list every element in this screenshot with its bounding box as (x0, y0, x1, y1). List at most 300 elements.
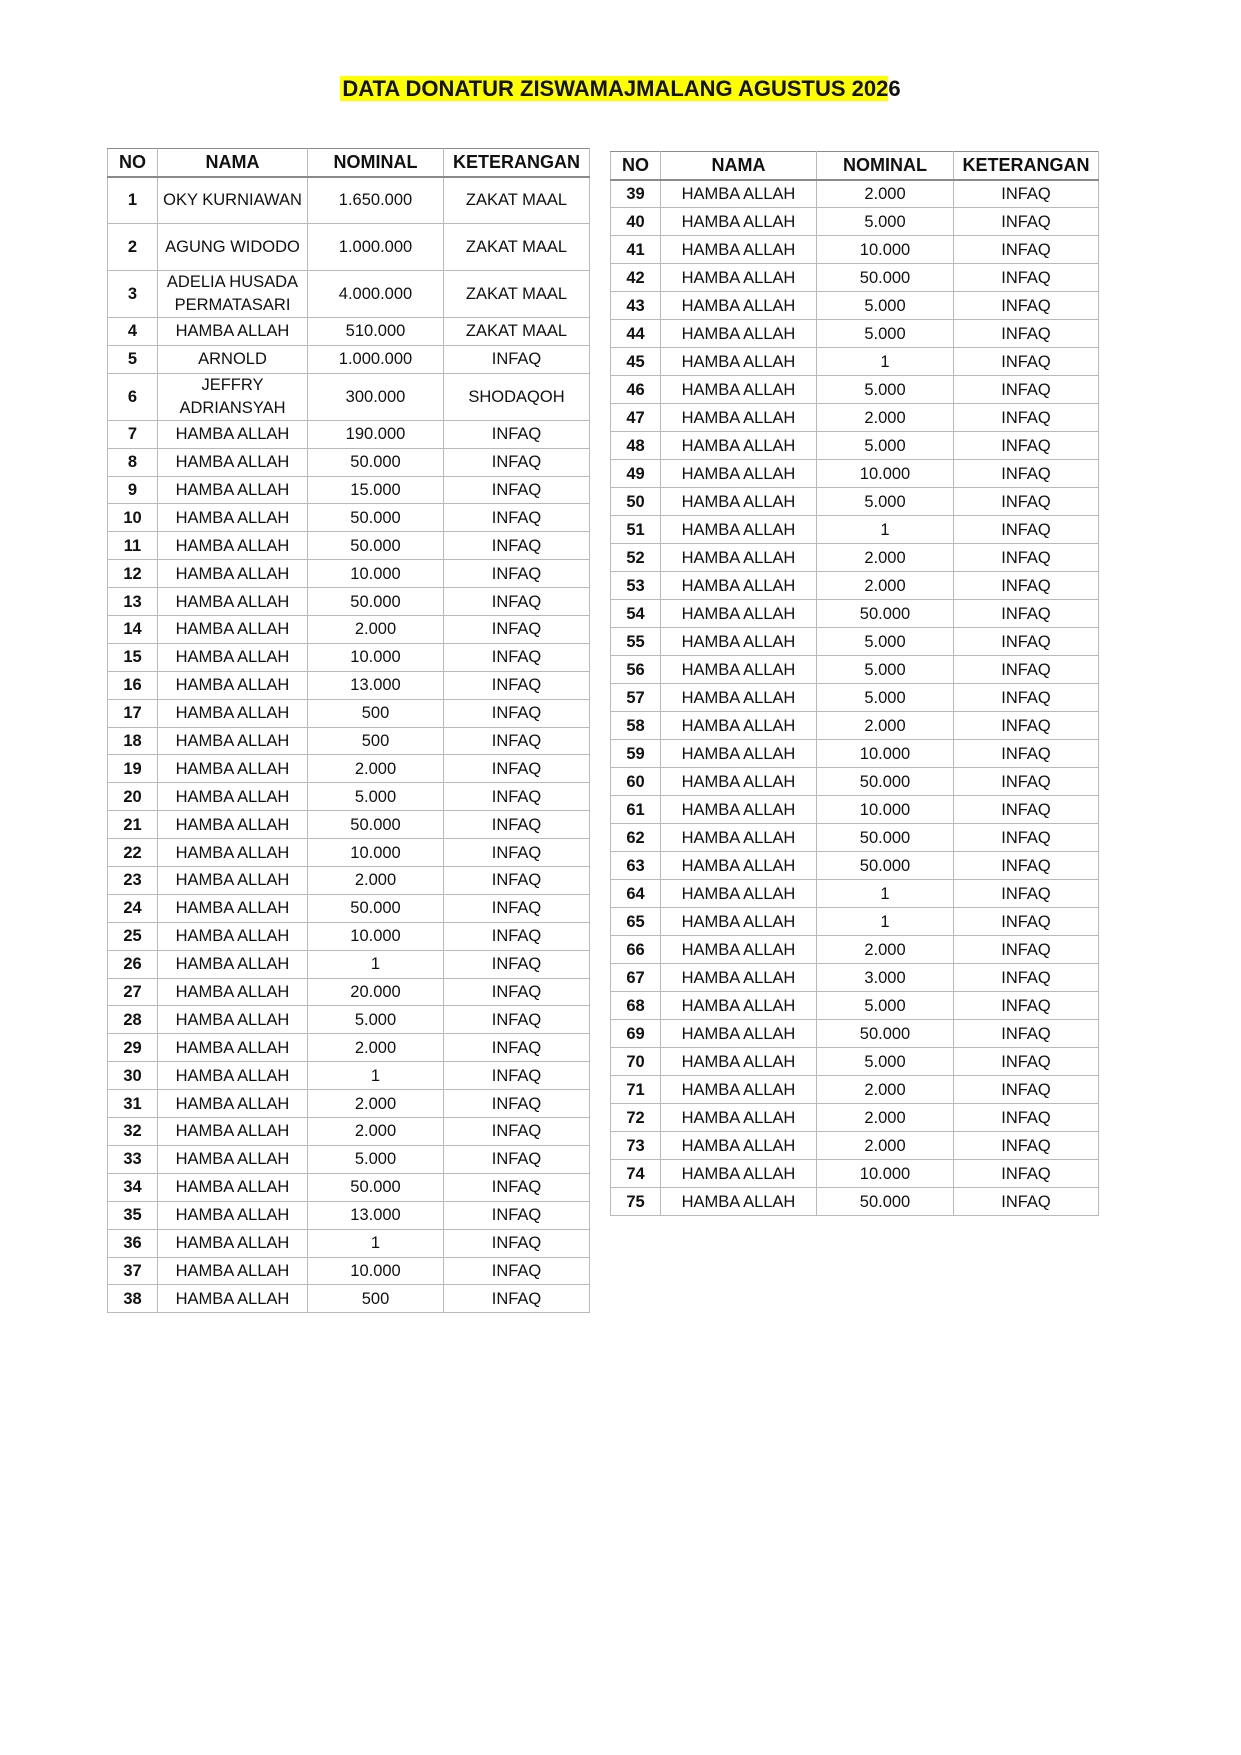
table-row (611, 488, 1099, 516)
nominal-cell: 2.000 (817, 936, 954, 964)
nominal-cell: 10.000 (817, 1160, 954, 1188)
nominal-cell: 10.000 (308, 1257, 444, 1285)
no-cell: 75 (611, 1188, 661, 1216)
nominal-cell: 1.650.000 (308, 177, 444, 224)
nama-cell: HAMBA ALLAH (661, 460, 817, 488)
nominal-cell: 2.000 (817, 712, 954, 740)
table-row (108, 373, 590, 420)
page-title (340, 74, 900, 104)
no-cell: 20 (108, 783, 158, 811)
no-cell: 7 (108, 420, 158, 448)
table-row (611, 404, 1099, 432)
table-row (108, 1118, 590, 1146)
keterangan-cell: INFAQ (954, 1188, 1099, 1216)
keterangan-cell: INFAQ (444, 588, 590, 616)
no-cell: 68 (611, 992, 661, 1020)
nama-cell: HAMBA ALLAH (158, 1229, 308, 1257)
table-row (108, 318, 590, 346)
table-row (611, 1160, 1099, 1188)
table-row (108, 504, 590, 532)
nominal-cell: 10.000 (308, 839, 444, 867)
table-row (611, 1048, 1099, 1076)
no-cell: 22 (108, 839, 158, 867)
keterangan-cell: INFAQ (444, 783, 590, 811)
nominal-cell: 5.000 (308, 1145, 444, 1173)
keterangan-cell: INFAQ (954, 572, 1099, 600)
no-cell: 59 (611, 740, 661, 768)
table-row (108, 1062, 590, 1090)
table-row (611, 572, 1099, 600)
nama-cell: HAMBA ALLAH (158, 1145, 308, 1173)
nominal-cell: 50.000 (308, 811, 444, 839)
nominal-cell: 50.000 (817, 852, 954, 880)
nama-cell: ADELIA HUSADA PERMATASARI (158, 271, 308, 318)
no-cell: 35 (108, 1201, 158, 1229)
nama-cell: HAMBA ALLAH (661, 908, 817, 936)
table-row (611, 1188, 1099, 1216)
header-no: NO (108, 149, 158, 177)
no-cell: 38 (108, 1285, 158, 1313)
keterangan-cell: INFAQ (954, 684, 1099, 712)
no-cell: 50 (611, 488, 661, 516)
header-no: NO (611, 152, 661, 180)
table-row (108, 1173, 590, 1201)
no-cell: 28 (108, 1006, 158, 1034)
no-cell: 33 (108, 1145, 158, 1173)
nominal-cell: 5.000 (817, 208, 954, 236)
no-cell: 17 (108, 699, 158, 727)
nama-cell: HAMBA ALLAH (158, 532, 308, 560)
no-cell: 63 (611, 852, 661, 880)
nama-cell: HAMBA ALLAH (661, 824, 817, 852)
no-cell: 66 (611, 936, 661, 964)
table-row (108, 755, 590, 783)
nominal-cell: 1 (817, 516, 954, 544)
nama-cell: HAMBA ALLAH (158, 699, 308, 727)
table-row (611, 824, 1099, 852)
keterangan-cell: INFAQ (954, 1076, 1099, 1104)
nominal-cell: 1 (308, 1229, 444, 1257)
nama-cell: HAMBA ALLAH (661, 348, 817, 376)
table-row (108, 783, 590, 811)
keterangan-cell: INFAQ (954, 880, 1099, 908)
nama-cell: HAMBA ALLAH (661, 1048, 817, 1076)
keterangan-cell: INFAQ (954, 404, 1099, 432)
nominal-cell: 300.000 (308, 373, 444, 420)
no-cell: 60 (611, 768, 661, 796)
header-keterangan: KETERANGAN (444, 149, 590, 177)
keterangan-cell: INFAQ (444, 727, 590, 755)
nama-cell: JEFFRY ADRIANSYAH (158, 373, 308, 420)
no-cell: 74 (611, 1160, 661, 1188)
nama-cell: HAMBA ALLAH (158, 1173, 308, 1201)
nominal-cell: 1 (817, 880, 954, 908)
nama-cell: HAMBA ALLAH (158, 950, 308, 978)
keterangan-cell: INFAQ (444, 1062, 590, 1090)
nominal-cell: 13.000 (308, 1201, 444, 1229)
table-row (611, 1076, 1099, 1104)
table-row (108, 1229, 590, 1257)
nama-cell: HAMBA ALLAH (158, 318, 308, 346)
keterangan-cell: INFAQ (954, 1160, 1099, 1188)
no-cell: 9 (108, 476, 158, 504)
table-body-right (611, 180, 1099, 1216)
nominal-cell: 50.000 (817, 1020, 954, 1048)
nama-cell: HAMBA ALLAH (158, 643, 308, 671)
keterangan-cell: INFAQ (954, 712, 1099, 740)
no-cell: 21 (108, 811, 158, 839)
table-row (611, 1104, 1099, 1132)
table-row (108, 420, 590, 448)
table-row (108, 699, 590, 727)
no-cell: 49 (611, 460, 661, 488)
table-row (108, 643, 590, 671)
keterangan-cell: INFAQ (954, 740, 1099, 768)
keterangan-cell: INFAQ (954, 432, 1099, 460)
table-row (611, 376, 1099, 404)
no-cell: 71 (611, 1076, 661, 1104)
nominal-cell: 10.000 (817, 460, 954, 488)
table-row (611, 852, 1099, 880)
nama-cell: HAMBA ALLAH (661, 376, 817, 404)
keterangan-cell: INFAQ (444, 755, 590, 783)
keterangan-cell: INFAQ (444, 1257, 590, 1285)
nama-cell: OKY KURNIAWAN (158, 177, 308, 224)
keterangan-cell: INFAQ (444, 839, 590, 867)
table-row (611, 1020, 1099, 1048)
nama-cell: HAMBA ALLAH (158, 504, 308, 532)
no-cell: 55 (611, 628, 661, 656)
nama-cell: HAMBA ALLAH (158, 671, 308, 699)
nama-cell: HAMBA ALLAH (158, 867, 308, 895)
table-row (108, 867, 590, 895)
nominal-cell: 500 (308, 1285, 444, 1313)
nama-cell: HAMBA ALLAH (158, 1118, 308, 1146)
no-cell: 57 (611, 684, 661, 712)
header-nominal: NOMINAL (308, 149, 444, 177)
no-cell: 13 (108, 588, 158, 616)
header-nama: NAMA (661, 152, 817, 180)
nama-cell: HAMBA ALLAH (661, 1188, 817, 1216)
keterangan-cell: INFAQ (444, 504, 590, 532)
table-row (108, 448, 590, 476)
keterangan-cell: INFAQ (444, 1118, 590, 1146)
keterangan-cell: INFAQ (954, 208, 1099, 236)
keterangan-cell: ZAKAT MAAL (444, 271, 590, 318)
nama-cell: HAMBA ALLAH (661, 292, 817, 320)
nominal-cell: 2.000 (308, 1118, 444, 1146)
table-row (611, 712, 1099, 740)
no-cell: 25 (108, 922, 158, 950)
nominal-cell: 5.000 (817, 292, 954, 320)
nama-cell: HAMBA ALLAH (158, 1285, 308, 1313)
no-cell: 15 (108, 643, 158, 671)
nominal-cell: 50.000 (308, 1173, 444, 1201)
no-cell: 46 (611, 376, 661, 404)
table-row (108, 839, 590, 867)
no-cell: 39 (611, 180, 661, 208)
nama-cell: HAMBA ALLAH (158, 448, 308, 476)
table-row (108, 1090, 590, 1118)
keterangan-cell: ZAKAT MAAL (444, 224, 590, 271)
nominal-cell: 2.000 (817, 404, 954, 432)
keterangan-cell: INFAQ (444, 867, 590, 895)
nama-cell: HAMBA ALLAH (661, 404, 817, 432)
no-cell: 26 (108, 950, 158, 978)
nominal-cell: 5.000 (308, 1006, 444, 1034)
no-cell: 24 (108, 894, 158, 922)
keterangan-cell: INFAQ (954, 600, 1099, 628)
no-cell: 2 (108, 224, 158, 271)
table-row (611, 880, 1099, 908)
nama-cell: HAMBA ALLAH (661, 1104, 817, 1132)
no-cell: 8 (108, 448, 158, 476)
table-row (108, 560, 590, 588)
nama-cell: HAMBA ALLAH (158, 894, 308, 922)
no-cell: 51 (611, 516, 661, 544)
header-nominal: NOMINAL (817, 152, 954, 180)
nominal-cell: 5.000 (817, 376, 954, 404)
no-cell: 34 (108, 1173, 158, 1201)
nama-cell: HAMBA ALLAH (661, 320, 817, 348)
table-row (611, 992, 1099, 1020)
no-cell: 42 (611, 264, 661, 292)
nama-cell: HAMBA ALLAH (158, 811, 308, 839)
keterangan-cell: INFAQ (444, 894, 590, 922)
keterangan-cell: INFAQ (954, 656, 1099, 684)
no-cell: 56 (611, 656, 661, 684)
nominal-cell: 50.000 (817, 264, 954, 292)
nominal-cell: 13.000 (308, 671, 444, 699)
table-row (611, 656, 1099, 684)
no-cell: 1 (108, 177, 158, 224)
no-cell: 10 (108, 504, 158, 532)
keterangan-cell: INFAQ (954, 488, 1099, 516)
no-cell: 5 (108, 345, 158, 373)
no-cell: 6 (108, 373, 158, 420)
nama-cell: HAMBA ALLAH (661, 516, 817, 544)
nominal-cell: 10.000 (817, 740, 954, 768)
nama-cell: HAMBA ALLAH (661, 740, 817, 768)
nominal-cell: 50.000 (308, 504, 444, 532)
no-cell: 67 (611, 964, 661, 992)
nama-cell: HAMBA ALLAH (661, 768, 817, 796)
nama-cell: HAMBA ALLAH (158, 922, 308, 950)
keterangan-cell: INFAQ (954, 824, 1099, 852)
keterangan-cell: INFAQ (444, 1145, 590, 1173)
no-cell: 65 (611, 908, 661, 936)
nominal-cell: 2.000 (308, 867, 444, 895)
nama-cell: HAMBA ALLAH (661, 488, 817, 516)
table-row (108, 1201, 590, 1229)
nama-cell: HAMBA ALLAH (661, 880, 817, 908)
nama-cell: HAMBA ALLAH (158, 1257, 308, 1285)
keterangan-cell: INFAQ (954, 516, 1099, 544)
table-row (108, 727, 590, 755)
nominal-cell: 10.000 (817, 236, 954, 264)
table-row (108, 271, 590, 318)
nominal-cell: 1 (308, 1062, 444, 1090)
nominal-cell: 10.000 (308, 922, 444, 950)
nominal-cell: 2.000 (817, 1104, 954, 1132)
no-cell: 12 (108, 560, 158, 588)
table-row (108, 616, 590, 644)
no-cell: 23 (108, 867, 158, 895)
nama-cell: HAMBA ALLAH (158, 783, 308, 811)
nama-cell: HAMBA ALLAH (158, 1062, 308, 1090)
nominal-cell: 50.000 (817, 600, 954, 628)
no-cell: 36 (108, 1229, 158, 1257)
table-row (108, 894, 590, 922)
nama-cell: HAMBA ALLAH (661, 1160, 817, 1188)
no-cell: 58 (611, 712, 661, 740)
nama-cell: HAMBA ALLAH (158, 476, 308, 504)
table-header-row (611, 152, 1099, 180)
table-row (611, 320, 1099, 348)
table-row (611, 236, 1099, 264)
nominal-cell: 10.000 (308, 643, 444, 671)
nominal-cell: 5.000 (817, 432, 954, 460)
keterangan-cell: INFAQ (444, 1006, 590, 1034)
keterangan-cell: INFAQ (444, 448, 590, 476)
nominal-cell: 2.000 (308, 755, 444, 783)
keterangan-cell: INFAQ (954, 768, 1099, 796)
nama-cell: HAMBA ALLAH (158, 978, 308, 1006)
keterangan-cell: INFAQ (954, 376, 1099, 404)
table-row (611, 432, 1099, 460)
keterangan-cell: INFAQ (444, 1173, 590, 1201)
table-row (108, 588, 590, 616)
table-row (611, 740, 1099, 768)
no-cell: 70 (611, 1048, 661, 1076)
nominal-cell: 2.000 (308, 1090, 444, 1118)
no-cell: 44 (611, 320, 661, 348)
keterangan-cell: INFAQ (444, 699, 590, 727)
page-title-highlighted: DATA DONATUR ZISWAMAJMALANG AGUSTUS 202 (342, 76, 889, 101)
table-row (611, 684, 1099, 712)
nama-cell: HAMBA ALLAH (158, 616, 308, 644)
no-cell: 47 (611, 404, 661, 432)
nama-cell: HAMBA ALLAH (661, 964, 817, 992)
no-cell: 16 (108, 671, 158, 699)
nominal-cell: 2.000 (817, 1076, 954, 1104)
table-row (611, 516, 1099, 544)
nama-cell: HAMBA ALLAH (661, 432, 817, 460)
no-cell: 54 (611, 600, 661, 628)
nominal-cell: 510.000 (308, 318, 444, 346)
table-row (611, 628, 1099, 656)
no-cell: 19 (108, 755, 158, 783)
keterangan-cell: INFAQ (444, 950, 590, 978)
keterangan-cell: INFAQ (954, 796, 1099, 824)
table-row (611, 544, 1099, 572)
no-cell: 72 (611, 1104, 661, 1132)
keterangan-cell: INFAQ (444, 1201, 590, 1229)
no-cell: 64 (611, 880, 661, 908)
nama-cell: HAMBA ALLAH (158, 839, 308, 867)
nominal-cell: 5.000 (817, 320, 954, 348)
nominal-cell: 1.000.000 (308, 224, 444, 271)
table-row (611, 264, 1099, 292)
keterangan-cell: INFAQ (444, 643, 590, 671)
keterangan-cell: INFAQ (954, 320, 1099, 348)
no-cell: 11 (108, 532, 158, 560)
no-cell: 73 (611, 1132, 661, 1160)
nama-cell: HAMBA ALLAH (158, 1201, 308, 1229)
table-row (611, 348, 1099, 376)
keterangan-cell: INFAQ (954, 992, 1099, 1020)
table-row (611, 796, 1099, 824)
nominal-cell: 1 (817, 908, 954, 936)
no-cell: 27 (108, 978, 158, 1006)
nama-cell: HAMBA ALLAH (661, 1076, 817, 1104)
table-row (611, 936, 1099, 964)
no-cell: 48 (611, 432, 661, 460)
nama-cell: HAMBA ALLAH (158, 560, 308, 588)
no-cell: 45 (611, 348, 661, 376)
table-row (108, 1006, 590, 1034)
no-cell: 41 (611, 236, 661, 264)
keterangan-cell: INFAQ (954, 348, 1099, 376)
table-row (108, 811, 590, 839)
keterangan-cell: INFAQ (954, 460, 1099, 488)
table-row (108, 978, 590, 1006)
nominal-cell: 50.000 (308, 894, 444, 922)
nama-cell: HAMBA ALLAH (661, 992, 817, 1020)
table-row (108, 922, 590, 950)
keterangan-cell: INFAQ (444, 560, 590, 588)
table-row (611, 292, 1099, 320)
nominal-cell: 1 (308, 950, 444, 978)
keterangan-cell: INFAQ (444, 1034, 590, 1062)
nominal-cell: 5.000 (817, 992, 954, 1020)
nominal-cell: 20.000 (308, 978, 444, 1006)
nama-cell: HAMBA ALLAH (661, 628, 817, 656)
table-row (108, 177, 590, 224)
nominal-cell: 5.000 (817, 656, 954, 684)
no-cell: 30 (108, 1062, 158, 1090)
donor-table-right (610, 151, 1099, 1216)
nominal-cell: 2.000 (817, 1132, 954, 1160)
keterangan-cell: ZAKAT MAAL (444, 318, 590, 346)
keterangan-cell: INFAQ (954, 1132, 1099, 1160)
nominal-cell: 3.000 (817, 964, 954, 992)
nominal-cell: 5.000 (817, 684, 954, 712)
keterangan-cell: INFAQ (444, 1285, 590, 1313)
keterangan-cell: INFAQ (444, 671, 590, 699)
table-row (108, 476, 590, 504)
nama-cell: HAMBA ALLAH (661, 936, 817, 964)
nama-cell: ARNOLD (158, 345, 308, 373)
table-row (611, 768, 1099, 796)
nominal-cell: 2.000 (817, 180, 954, 208)
keterangan-cell: INFAQ (954, 908, 1099, 936)
nominal-cell: 10.000 (308, 560, 444, 588)
nominal-cell: 2.000 (817, 544, 954, 572)
nominal-cell: 2.000 (817, 572, 954, 600)
nominal-cell: 50.000 (817, 768, 954, 796)
table-row (611, 964, 1099, 992)
table-row (108, 224, 590, 271)
nama-cell: HAMBA ALLAH (661, 208, 817, 236)
nominal-cell: 50.000 (817, 1188, 954, 1216)
no-cell: 4 (108, 318, 158, 346)
page-title-rest: 6 (888, 76, 901, 101)
nominal-cell: 5.000 (817, 1048, 954, 1076)
no-cell: 62 (611, 824, 661, 852)
donor-table-left (107, 148, 590, 1313)
nama-cell: HAMBA ALLAH (661, 1132, 817, 1160)
